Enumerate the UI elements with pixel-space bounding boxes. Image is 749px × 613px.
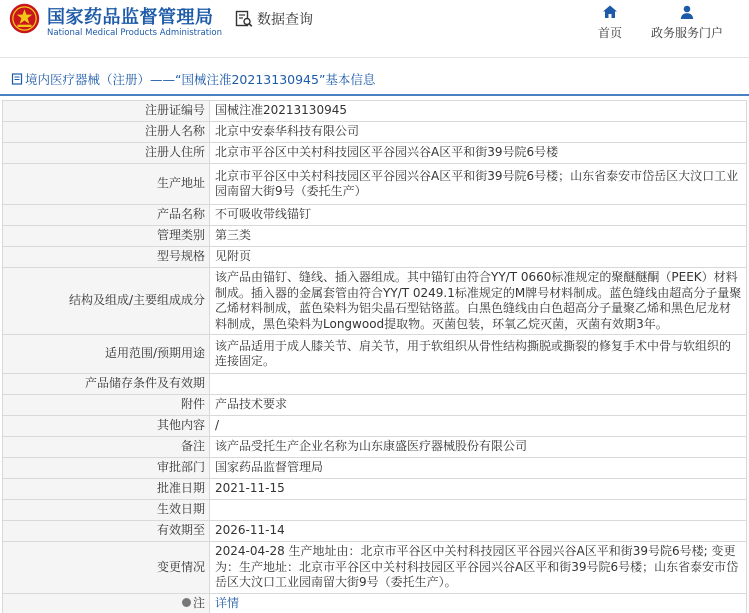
field-value: 2021-11-15 (210, 479, 747, 500)
field-value: 不可吸收带线锚钉 (210, 205, 747, 226)
table-row (3, 593, 747, 613)
table-row (3, 395, 747, 416)
user-icon (679, 4, 695, 20)
table-row (3, 101, 747, 122)
table-row (3, 122, 747, 143)
field-label: 适用范围/预期用途 (3, 335, 210, 374)
field-value (210, 374, 747, 395)
field-value: 见附页 (210, 247, 747, 268)
nav-home-label: 首页 (598, 26, 623, 40)
field-label: 注册证编号 (3, 101, 210, 122)
table-row (3, 416, 747, 437)
field-value: 产品技术要求 (210, 395, 747, 416)
field-label: 产品名称 (3, 205, 210, 226)
field-value: 国家药品监督管理局 (210, 458, 747, 479)
search-document-icon (235, 10, 253, 28)
note-label-cell (3, 593, 210, 613)
field-label: 产品储存条件及有效期 (3, 374, 210, 395)
table-row (3, 164, 747, 205)
field-label: 审批部门 (3, 458, 210, 479)
field-value: 北京市平谷区中关村科技园区平谷园兴谷A区平和街39号院6号楼 (210, 143, 747, 164)
field-value: 第三类 (210, 226, 747, 247)
field-value: 北京市平谷区中关村科技园区平谷园兴谷A区平和街39号院6号楼；山东省泰安市岱岳区大汶口工业园南留大街9号（委托生产） (210, 164, 747, 205)
table-row (3, 247, 747, 268)
national-emblem-icon (9, 3, 40, 34)
table-row (3, 226, 747, 247)
field-value: 该产品受托生产企业名称为山东康盛医疗器械股份有限公司 (210, 437, 747, 458)
field-label: 附件 (3, 395, 210, 416)
field-value: / (210, 416, 747, 437)
field-label: 其他内容 (3, 416, 210, 437)
field-label: 生产地址 (3, 164, 210, 205)
nav-service-label: 政务服务门户 (651, 26, 724, 40)
field-value: 国械注准20213130945 (210, 101, 747, 122)
table-row (3, 143, 747, 164)
field-label: 注册人住所 (3, 143, 210, 164)
document-icon (11, 73, 23, 85)
nav-home[interactable] (598, 4, 622, 41)
field-label: 型号规格 (3, 247, 210, 268)
table-row (3, 205, 747, 226)
table-row (3, 521, 747, 542)
data-query-link[interactable] (235, 7, 313, 31)
nav-service-portal[interactable] (651, 4, 723, 41)
table-row (3, 500, 747, 521)
org-name-en: National Medical Products Administration (47, 28, 222, 38)
field-value: 2024-04-28 生产地址由：北京市平谷区中关村科技园区平谷园兴谷A区平和街39号院6号楼; 变更为：生产地址：北京市平谷区中关村科技园区平谷园兴谷A区平和街39号院6号楼；山东省泰安市岱岳区大汶口工业园南留大街9号（委托生产）。 (210, 542, 747, 594)
table-row (3, 374, 747, 395)
table-row (3, 268, 747, 335)
table-row (3, 479, 747, 500)
table-row (3, 335, 747, 374)
field-value: 2026-11-14 (210, 521, 747, 542)
field-label: 结构及组成/主要组成成分 (3, 268, 210, 335)
breadcrumb-text: 境内医疗器械（注册）——“国械注准20213130945”基本信息 (25, 72, 376, 87)
field-label: 管理类别 (3, 226, 210, 247)
field-label: 备注 (3, 437, 210, 458)
field-label: 注册人名称 (3, 122, 210, 143)
device-detail-table (2, 100, 747, 613)
table-row (3, 542, 747, 594)
org-name-cn: 国家药品监督管理局 (47, 7, 214, 28)
field-value-cell (210, 593, 747, 613)
details-link[interactable]: 详情 (215, 595, 240, 610)
field-label: 批准日期 (3, 479, 210, 500)
field-value: 北京中安泰华科技有限公司 (210, 122, 747, 143)
field-label: 注 (192, 595, 205, 610)
data-query-label: 数据查询 (257, 12, 313, 28)
field-label: 生效日期 (3, 500, 210, 521)
field-value: 该产品适用于成人膝关节、肩关节，用于软组织从骨性结构撕脱或撕裂的修复手术中骨与软组织的连接固定。 (210, 335, 747, 374)
field-label: 变更情况 (3, 542, 210, 594)
field-value: 该产品由锚钉、缝线、插入器组成。其中锚钉由符合YY/T 0660标准规定的聚醚醚酮（PEEK）材料制成。插入器的金属套管由符合YY/T 0249.1标准规定的M牌号材料制成。蓝色缝线由超高分子量聚乙烯材料制成，蓝色染料为铝尖晶石型钴铬蓝。白黑色缝线由白色超高分子量聚乙烯和黑色尼龙材料制成，黑色染料为Longwood提取物。灭菌包装，环氧乙烷灭菌，灭菌有效期3年。 (210, 268, 747, 335)
table-row (3, 437, 747, 458)
home-icon (602, 4, 618, 20)
site-header (0, 0, 749, 58)
table-row (3, 458, 747, 479)
breadcrumb (0, 64, 749, 96)
field-value (210, 500, 747, 521)
field-label: 有效期至 (3, 521, 210, 542)
info-dot-icon (182, 598, 191, 607)
